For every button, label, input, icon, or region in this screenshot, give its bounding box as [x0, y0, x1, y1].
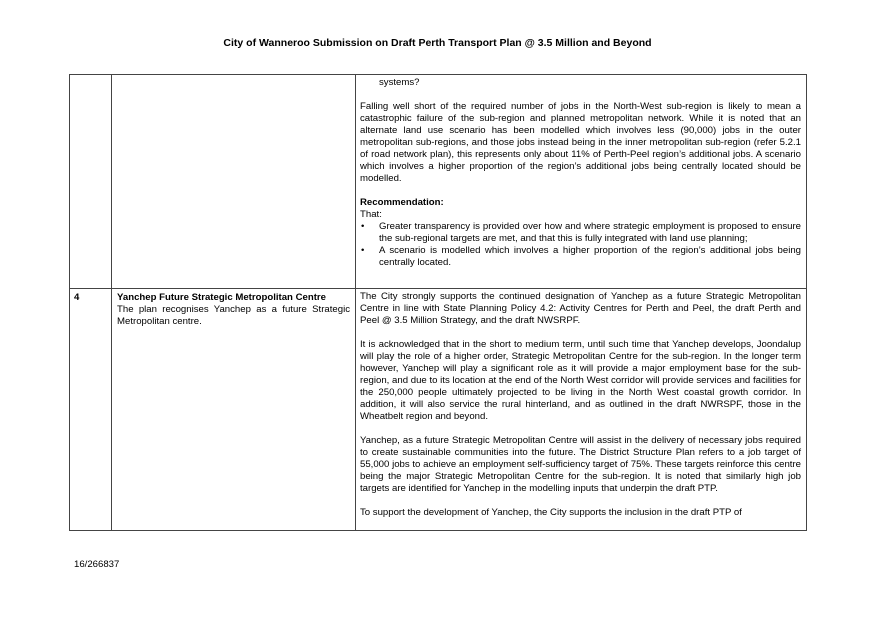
recommendation-text: Greater transparency is provided over how and where strategic employment is proposed to ensure the sub-regional targets are met, and that this is fully integrated with land use planning;: [379, 221, 801, 244]
bullet-icon: •: [361, 221, 365, 232]
item-cell: [112, 289, 356, 531]
list-item: [360, 245, 801, 269]
row-number-cell: 4: [70, 289, 112, 531]
continued-text: systems?: [379, 77, 420, 88]
document-title: City of Wanneroo Submission on Draft Perth Transport Plan @ 3.5 Million and Beyond: [223, 37, 652, 49]
document-reference: 16/266837: [74, 559, 120, 570]
paragraph: Yanchep, as a future Strategic Metropolitan Centre will assist in the delivery of necessary jobs required to create sustainable communities into the future. The District Structure Plan refers to a job target of 55,000 jobs to achieve an employment self-sufficiency target of 75%. These targets reinforce this centre being the major Strategic Metropolitan Centre for the sub-region. It is noted that similarly high job targets are identified for Yanchep in the modelling inputs that underpin the draft PTP.: [360, 435, 801, 494]
submission-table: [69, 74, 807, 531]
recommendation-heading: Recommendation:: [360, 197, 444, 208]
paragraph: Falling well short of the required number of jobs in the North-West sub-region is likely to mean a catastrophic failure of the sub-region and planned metropolitan network. While it is noted that an alternate land use scenario has been modelled which involves less (90,000) jobs in the outer metropolitan sub-regions, and those jobs instead being in the inner metropolitan sub-region (refer 5.2.1 of road network plan), this represents only about 11% of Perth-Peel region’s additional jobs. A scenario which involves a higher proportion of the region’s additional jobs being centrally located should be modelled.: [360, 101, 801, 184]
item-description: The plan recognises Yanchep as a future Strategic Metropolitan centre.: [117, 304, 350, 327]
row-number-cell: [70, 75, 112, 289]
paragraph: The City strongly supports the continued designation of Yanchep as a future Strategic Metropolitan Centre in line with State Planning Policy 4.2: Activity Centres for Perth and Peel, the draft Perth and Peel @ 3.5 Million Strategy, and the draft NWSRPF.: [360, 291, 801, 326]
item-cell: [112, 75, 356, 289]
item-title: Yanchep Future Strategic Metropolitan Centre: [117, 292, 326, 303]
recommendation-text: A scenario is modelled which involves a higher proportion of the region’s additional jobs being centrally located.: [379, 245, 801, 268]
recommendation-intro: That:: [360, 209, 382, 220]
recommendation-list: [360, 221, 801, 269]
comment-cell: [356, 75, 807, 289]
list-item: [360, 221, 801, 245]
table-row: [70, 75, 807, 289]
comment-cell: [356, 289, 807, 531]
paragraph: It is acknowledged that in the short to medium term, until such time that Yanchep develops, Joondalup will play the role of a higher order, Strategic Metropolitan Centre for the sub-region. In the longer term however, Yanchep will play a significant role as it will provide a major employment base for the sub-region, and due to its location at the end of the North West corridor will provide services and facilities for the 250,000 people ultimately projected to be living in the North West coastal growth corridor. In addition, it will also service the rural hinterland, and as outlined in the draft NWRSPF, those in the Wheatbelt region and beyond.: [360, 339, 801, 422]
paragraph: To support the development of Yanchep, the City supports the inclusion in the draft PTP of: [360, 507, 742, 518]
table-row: [70, 289, 807, 531]
bullet-icon: •: [361, 245, 365, 256]
